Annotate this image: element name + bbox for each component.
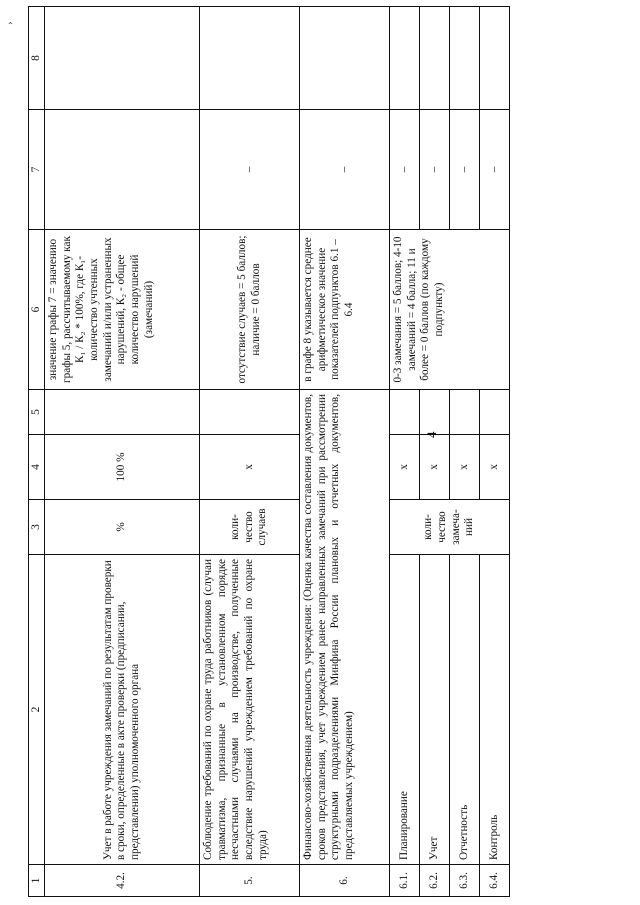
criteria-table [28, 6, 510, 897]
table-row-6 [300, 7, 390, 897]
row-number: 5. [200, 865, 300, 897]
row-col7: – [450, 110, 480, 230]
row-target: х [200, 435, 300, 500]
row-col5 [200, 390, 300, 435]
col-header-5: 5 [29, 390, 45, 435]
row-target: х [420, 435, 450, 500]
row-col8 [45, 7, 200, 110]
header-row [29, 7, 45, 897]
row-evaluation: 0-3 замечания = 5 баллов; 4-10 замечаний = 4 балла; 11 и более = 0 баллов (по каждому подпункту) [390, 230, 510, 390]
row-col8 [480, 7, 510, 110]
row-col8 [200, 7, 300, 110]
row-unit: коли-чество случаев [200, 500, 300, 555]
row-description: Отчетность [450, 555, 480, 865]
row-target: х [450, 435, 480, 500]
col-header-3: 3 [29, 500, 45, 555]
row-number: 4.2. [45, 865, 200, 897]
row-description: Финансово-хозяйственная деятельность учреждения: (Оценка качества составления документов, сроков представления, учет учреждением ранее направленных замечаний при рассмотрении структурными подразделениями Минфина России плановых и отчетных документов, представляемых учреждением) [300, 390, 390, 865]
row-number: 6.2. [420, 865, 450, 897]
row-col8 [420, 7, 450, 110]
row-col5 [480, 390, 510, 435]
row-description: Учет [420, 555, 450, 865]
row-description: Учет в работе учреждения замечаний по результатам проверки в сроки, определенные в акте проверки (предписании, представлении) уполномоченного органа [45, 555, 200, 865]
row-number: 6.3. [450, 865, 480, 897]
row-col5 [450, 390, 480, 435]
col-header-2: 2 [29, 555, 45, 865]
row-description: Контроль [480, 555, 510, 865]
row-number: 6. [300, 865, 390, 897]
row-description: Планирование [390, 555, 420, 865]
col-header-8: 8 [29, 7, 45, 110]
col-header-1: 1 [29, 865, 45, 897]
row-col5 [390, 390, 420, 435]
col-header-7: 7 [29, 110, 45, 230]
col-header-4: 4 [29, 435, 45, 500]
row-unit: коли-чество замеча-ний [390, 500, 510, 555]
row-col7: – [300, 110, 390, 230]
table-row-6-4 [480, 7, 510, 897]
row-col5 [45, 390, 200, 435]
row-col7: – [390, 110, 420, 230]
row-col7: – [480, 110, 510, 230]
table-row-4-2 [45, 7, 200, 897]
row-evaluation: отсутствие случаев = 5 баллов; наличие = 0 баллов [200, 230, 300, 390]
table-row-6-1 [390, 7, 420, 897]
table-row-5 [200, 7, 300, 897]
row-number: 6.1. [390, 865, 420, 897]
row-target: х [390, 435, 420, 500]
row-col7 [45, 110, 200, 230]
table-row-6-3 [450, 7, 480, 897]
row-target: 100 % [45, 435, 200, 500]
row-number: 6.4. [480, 865, 510, 897]
row-col5 [420, 390, 450, 435]
row-target: х [480, 435, 510, 500]
table-row-6-2 [420, 7, 450, 897]
corner-mark: › [4, 21, 16, 25]
row-unit: % [45, 500, 200, 555]
col-header-6: 6 [29, 230, 45, 390]
row-col7: – [420, 110, 450, 230]
page-number: 4 [424, 431, 439, 438]
row-col8 [390, 7, 420, 110]
row-col7: – [200, 110, 300, 230]
row-col8 [300, 7, 390, 110]
row-col8 [450, 7, 480, 110]
row-evaluation: в графе 8 указывается среднее арифметическое значение показателей подпунктов 6.1 –6.4 [300, 230, 390, 390]
row-evaluation: значение графы 7 = значению графы 5, рассчитываемому как К₁ / К₂ * 100%, где К₁- количество учтенных замечаний и/или устраненных нарушений, К₂ - общее количество нарушений (замечаний) [45, 230, 200, 390]
row-description: Соблюдение требований по охране труда работников (случаи травматизма, признанные в установленном порядке несчастными случаями на производстве, полученные вследствие нарушений учреждением требований по охране труда) [200, 555, 300, 865]
